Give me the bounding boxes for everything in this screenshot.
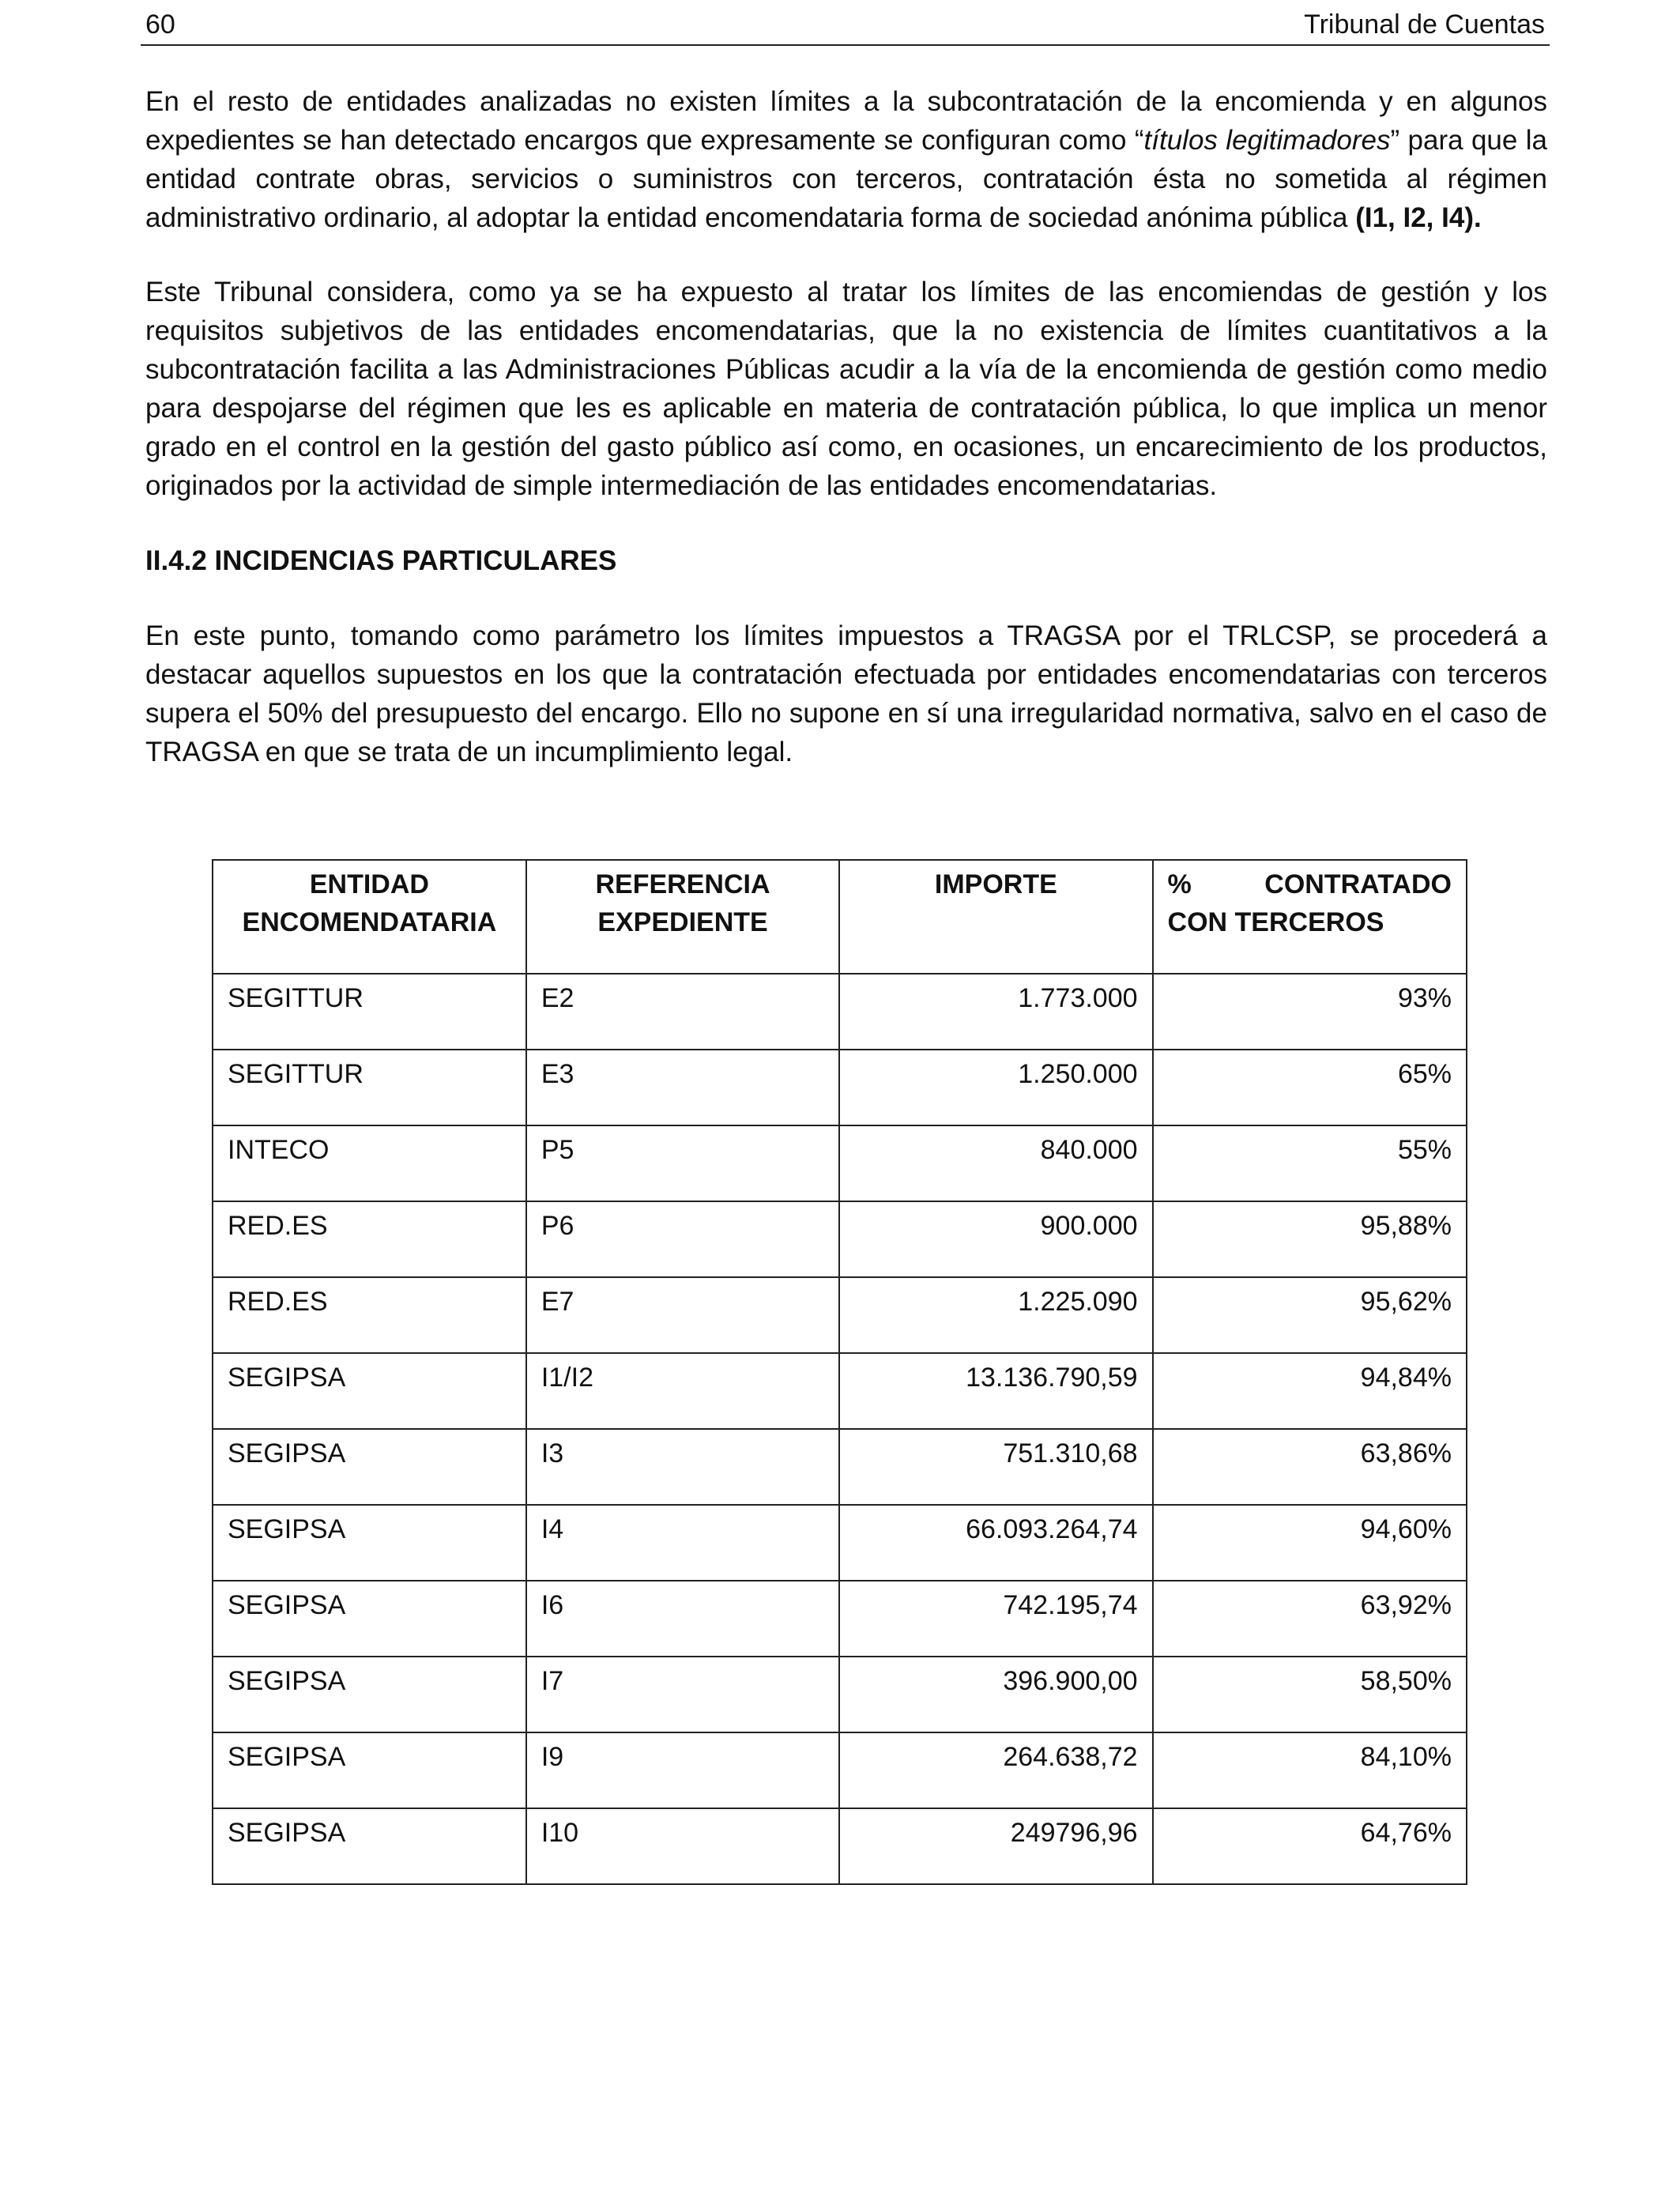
table-row	[213, 1429, 1467, 1505]
cell-referencia: I4	[526, 1505, 839, 1581]
table-row	[213, 1581, 1467, 1657]
section-heading: II.4.2 INCIDENCIAS PARTICULARES	[145, 545, 617, 576]
cell-entidad: RED.ES	[213, 1277, 526, 1353]
cell-porcentaje: 55%	[1153, 1125, 1467, 1201]
paragraph-1-italic: títulos legitimadores	[1143, 125, 1391, 156]
header-importe-label: IMPORTE	[934, 869, 1057, 899]
table-row	[213, 1505, 1467, 1581]
cell-importe: 396.900,00	[839, 1657, 1152, 1732]
cell-importe: 840.000	[839, 1125, 1152, 1201]
header-porcentaje-line2: CON TERCEROS	[1167, 907, 1384, 937]
table-row	[213, 1353, 1467, 1429]
paragraph-2: Este Tribunal considera, como ya se ha expuesto al tratar los límites de las encomiendas de gestión y los requisitos subjetivos de las entidades encomendatarias, que la no existencia de límites cuantitativos a la subcontratación facilita a las Administraciones Públicas acudir a la vía de la encomienda de gestión como medio para despojarse del régimen que les es aplicable en materia de contratación pública, lo que implica un menor grado en el control en la gestión del gasto público así como, en ocasiones, un encarecimiento de los productos, originados por la actividad de simple intermediación de las entidades encomendatarias.	[145, 277, 1547, 501]
cell-referencia: E3	[526, 1050, 839, 1125]
cell-referencia: I3	[526, 1429, 839, 1505]
cell-referencia: I10	[526, 1808, 839, 1884]
paragraph-1	[145, 82, 1547, 237]
table-row	[213, 1657, 1467, 1732]
header-referencia-line2: EXPEDIENTE	[597, 907, 768, 937]
cell-entidad: SEGIPSA	[213, 1732, 526, 1808]
cell-entidad: SEGIPSA	[213, 1429, 526, 1505]
header-entidad-line1: ENTIDAD	[309, 869, 429, 899]
cell-porcentaje: 94,60%	[1153, 1505, 1467, 1581]
table-row	[213, 1201, 1467, 1277]
cell-importe: 742.195,74	[839, 1581, 1152, 1657]
page-header	[141, 5, 1550, 46]
cell-referencia: P6	[526, 1201, 839, 1277]
cell-porcentaje: 58,50%	[1153, 1657, 1467, 1732]
cell-referencia: I9	[526, 1732, 839, 1808]
header-importe	[839, 860, 1152, 974]
table-row	[213, 1125, 1467, 1201]
table-row	[213, 1732, 1467, 1808]
table-row	[213, 1050, 1467, 1125]
paragraph-3: En este punto, tomando como parámetro los límites impuestos a TRAGSA por el TRLCSP, se procederá a destacar aquellos supuestos en los que la contratación efectuada por entidades encomendatarias con terceros supera el 50% del presupuesto del encargo. Ello no supone en sí una irregularidad normativa, salvo en el caso de TRAGSA en que se trata de un incumplimiento legal.	[145, 620, 1547, 767]
cell-entidad: SEGIPSA	[213, 1505, 526, 1581]
page-number: 60	[145, 9, 175, 40]
cell-entidad: SEGIPSA	[213, 1657, 526, 1732]
cell-referencia: I1/I2	[526, 1353, 839, 1429]
table-row	[213, 1808, 1467, 1884]
table-row	[213, 1277, 1467, 1353]
table-body	[213, 974, 1467, 1884]
header-porcentaje	[1153, 860, 1467, 974]
paragraph-1-references: (I1, I2, I4).	[1355, 202, 1482, 233]
cell-referencia: E7	[526, 1277, 839, 1353]
cell-porcentaje: 95,88%	[1153, 1201, 1467, 1277]
cell-entidad: SEGITTUR	[213, 974, 526, 1050]
cell-porcentaje: 65%	[1153, 1050, 1467, 1125]
cell-importe: 66.093.264,74	[839, 1505, 1152, 1581]
cell-porcentaje: 84,10%	[1153, 1732, 1467, 1808]
header-referencia-line1: REFERENCIA	[595, 869, 770, 899]
cell-importe: 264.638,72	[839, 1732, 1152, 1808]
table-row	[213, 974, 1467, 1050]
cell-porcentaje: 95,62%	[1153, 1277, 1467, 1353]
cell-importe: 900.000	[839, 1201, 1152, 1277]
header-entidad-line2: ENCOMENDATARIA	[242, 907, 497, 937]
header-porcentaje-symbol: %	[1167, 869, 1192, 899]
cell-porcentaje: 93%	[1153, 974, 1467, 1050]
table-header	[213, 860, 1467, 974]
cell-porcentaje: 64,76%	[1153, 1808, 1467, 1884]
paragraph-1-text-a: En el resto de entidades analizadas no existen límites a la subcontratación de la encomienda y en algunos expedientes se han detectado encargos que expresamente se configuran como “	[145, 86, 1547, 156]
cell-entidad: RED.ES	[213, 1201, 526, 1277]
table-header-row	[213, 860, 1467, 974]
cell-entidad: SEGIPSA	[213, 1581, 526, 1657]
paragraph-1-text-b: ” para que la entidad contrate obras, servicios o suministros con terceros, contratación ésta no sometida al régimen administrativo ordinario, al adoptar la entidad encomendataria forma de sociedad anónima pública	[145, 125, 1547, 233]
cell-entidad: SEGIPSA	[213, 1808, 526, 1884]
header-entidad	[213, 860, 526, 974]
cell-referencia: I6	[526, 1581, 839, 1657]
cell-referencia: P5	[526, 1125, 839, 1201]
cell-importe: 751.310,68	[839, 1429, 1152, 1505]
cell-entidad: SEGIPSA	[213, 1353, 526, 1429]
contracting-table	[212, 859, 1467, 1885]
document-body	[145, 82, 1547, 781]
cell-porcentaje: 63,92%	[1153, 1581, 1467, 1657]
cell-importe: 1.250.000	[839, 1050, 1152, 1125]
cell-entidad: SEGITTUR	[213, 1050, 526, 1125]
header-porcentaje-line1	[1168, 865, 1452, 903]
header-title: Tribunal de Cuentas	[1304, 9, 1545, 40]
header-referencia	[526, 860, 839, 974]
header-porcentaje-word: CONTRATADO	[1264, 869, 1452, 899]
cell-importe: 1.225.090	[839, 1277, 1152, 1353]
cell-referencia: E2	[526, 974, 839, 1050]
cell-importe: 13.136.790,59	[839, 1353, 1152, 1429]
cell-porcentaje: 63,86%	[1153, 1429, 1467, 1505]
cell-entidad: INTECO	[213, 1125, 526, 1201]
cell-importe: 249796,96	[839, 1808, 1152, 1884]
cell-referencia: I7	[526, 1657, 839, 1732]
cell-porcentaje: 94,84%	[1153, 1353, 1467, 1429]
cell-importe: 1.773.000	[839, 974, 1152, 1050]
